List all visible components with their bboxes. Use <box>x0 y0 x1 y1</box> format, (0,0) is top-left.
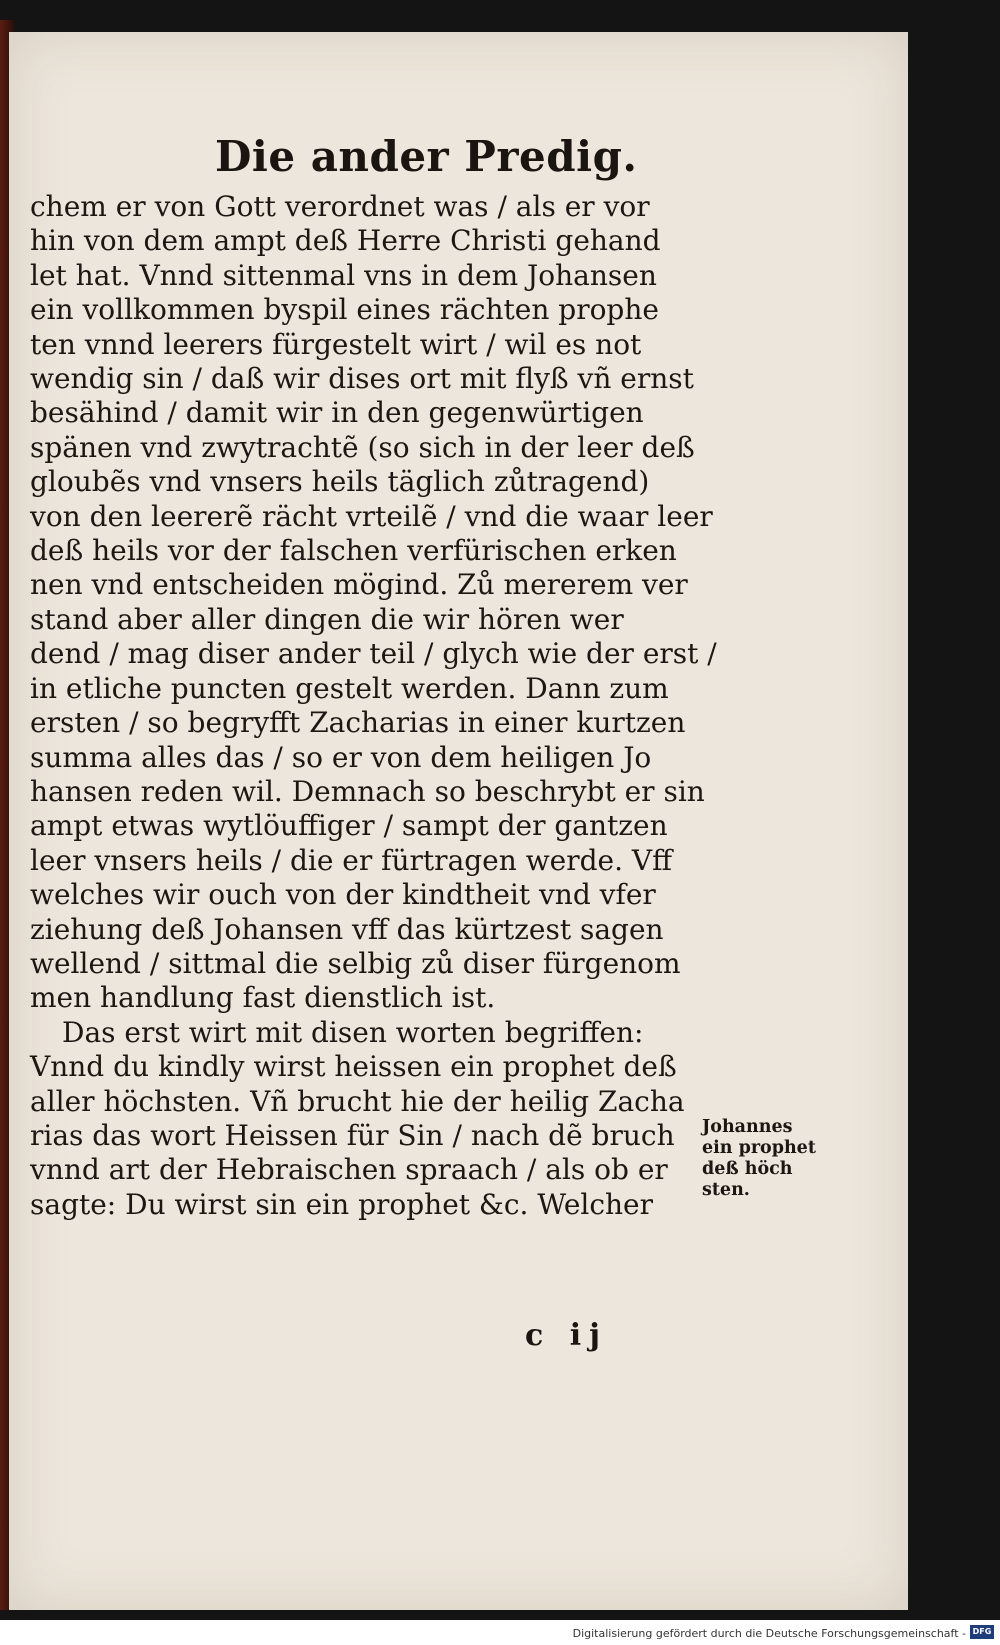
text-line: men handlung fast dienstlich ist. <box>30 981 496 1015</box>
text-line: spänen vnd zwytrachtẽ (so sich in der leer deß <box>30 430 695 464</box>
margin-note-line: Johannes <box>702 1117 793 1137</box>
text-line: gloubẽs vnd vnsers heils täglich zůtragend) <box>30 465 650 499</box>
text-line: nen vnd entscheiden mögind. Zů mererem ver <box>30 568 688 602</box>
funding-credit: Digitalisierung gefördert durch die Deutsche Forschungsgemeinschaft - <box>572 1627 966 1640</box>
text-line: aller höchsten. Vñ brucht hie der heilig Zacha <box>30 1084 685 1118</box>
text-line: hin von dem ampt deß Herre Christi gehand <box>30 224 661 258</box>
dfg-logo: DFG <box>970 1625 994 1639</box>
text-line: von den leererẽ rächt vrteilẽ / vnd die waar leer <box>30 499 713 533</box>
text-line: deß heils vor der falschen verfürischen erken <box>30 534 677 568</box>
text-line: sagte: Du wirst sin ein prophet &c. Welcher <box>30 1187 654 1221</box>
paragraph-start-line: Das erst wirt mit disen worten begriffen: <box>62 1015 644 1049</box>
signature-mark: c ij <box>525 1318 608 1353</box>
text-line: dend / mag diser ander teil / glych wie der erst / <box>30 637 717 671</box>
text-line: besähind / damit wir in den gegenwürtigen <box>30 396 644 430</box>
text-line: in etliche puncten gestelt werden. Dann zum <box>30 671 669 705</box>
margin-note-line: deß höch <box>702 1159 793 1179</box>
text-line: summa alles das / so er von dem heiligen Jo <box>30 740 652 774</box>
running-head: Die ander Predig. <box>215 132 638 181</box>
text-line: rias das wort Heissen für Sin / nach dẽ bruch <box>30 1118 675 1152</box>
text-line: Vnnd du kindly wirst heissen ein prophet deß <box>30 1050 677 1084</box>
text-line: let hat. Vnnd sittenmal vns in dem Johansen <box>30 258 657 292</box>
text-line: vnnd art der Hebraischen spraach / als ob er <box>30 1153 668 1187</box>
text-line: stand aber aller dingen die wir hören wer <box>30 602 624 636</box>
margin-note-line: sten. <box>702 1180 750 1200</box>
text-line: chem er von Gott verordnet was / als er vor <box>30 190 650 223</box>
margin-note-line: ein prophet <box>702 1138 816 1158</box>
text-line: wellend / sittmal die selbig zů diser fürgenom <box>30 946 681 980</box>
text-line: hansen reden wil. Demnach so beschrybt er sin <box>30 774 705 808</box>
text-line: wendig sin / daß wir dises ort mit flyß vñ ernst <box>30 362 694 396</box>
text-line: ten vnnd leerers fürgestelt wirt / wil es not <box>30 327 642 361</box>
margin-note <box>702 1117 862 1201</box>
text-line: ziehung deß Johansen vff das kürtzest sagen <box>30 912 664 946</box>
text-line: ampt etwas wytlöuffiger / sampt der gantzen <box>30 809 668 843</box>
text-line: leer vnsers heils / die er fürtragen werde. Vff <box>30 843 673 877</box>
text-line: welches wir ouch von der kindtheit vnd vfer <box>30 878 656 912</box>
text-line: ersten / so begryfft Zacharias in einer kurtzen <box>30 706 686 740</box>
text-line: ein vollkommen byspil eines rächten prophe <box>30 293 659 327</box>
body-text <box>30 190 717 1222</box>
